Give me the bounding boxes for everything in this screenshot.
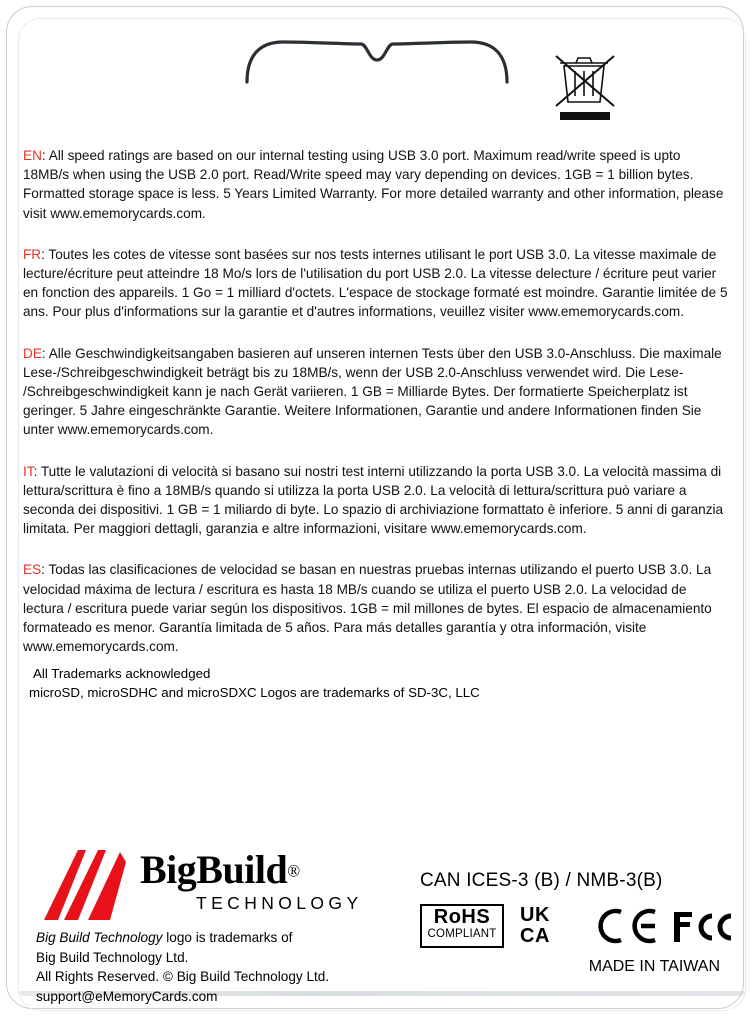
certification-marks bbox=[420, 904, 740, 950]
language-code-it: IT bbox=[23, 463, 34, 479]
company-line-3: All Rights Reserved. © Big Build Technology Ltd. bbox=[36, 969, 330, 985]
company-name-italic: Big Build Technology bbox=[36, 930, 163, 945]
legal-paragraph-es bbox=[23, 560, 729, 656]
language-code-de: DE bbox=[23, 345, 42, 361]
company-line-2: Big Build Technology Ltd. bbox=[36, 949, 189, 965]
registered-mark: ® bbox=[287, 861, 301, 881]
ices-statement: CAN ICES-3 (B) / NMB-3(B) bbox=[420, 870, 663, 891]
rohs-mark bbox=[420, 904, 504, 948]
legal-text-fr: : Toutes les cotes de vitesse sont basées sur nos tests internes utilisant le port USB 3.0. La vitesse maximale de lecture/écriture peut atteindre 18 Mo/s lors de l'utilisation du port USB 2.0. La vitesse delecture / écriture peut varier en fonction des appareils. 1 Go = 1 milliard d'octets. L'espace de stockage formaté est moindre. Garantie limitée de 5 ans. Pour plus d'informations sur la garantie et d'autres informations, veuillez visiter www.ememorycards.com. bbox=[23, 246, 728, 320]
company-info bbox=[36, 928, 416, 1006]
legal-text-block bbox=[23, 146, 729, 656]
language-code-es: ES bbox=[23, 562, 42, 578]
weee-crossed-out-bin-icon bbox=[548, 48, 622, 124]
legal-paragraph-en bbox=[23, 146, 729, 223]
language-code-en: EN bbox=[23, 148, 42, 163]
language-code-fr: FR bbox=[23, 246, 42, 262]
bigbuild-flame-logo-icon bbox=[36, 846, 132, 922]
legal-paragraph-de bbox=[23, 344, 729, 440]
ce-mark-icon bbox=[595, 906, 661, 946]
company-line-1 bbox=[36, 928, 416, 948]
made-in-label: MADE IN TAIWAN bbox=[588, 958, 720, 975]
legal-text-en: : All speed ratings are based on our internal testing using USB 3.0 port. Maximum read/write speed is upto 18MB/s when using the USB 2.0 port. Read/Write speed may vary depending on devices. 1GB = 1 billion bytes. Formatted storage space is less. 5 Years Limited Warranty. For more detailed warranty and other information, please visit www.ememorycards.com. bbox=[23, 148, 724, 221]
footer bbox=[0, 836, 750, 1004]
ukca-mark bbox=[520, 905, 550, 947]
hang-hole-icon bbox=[243, 38, 511, 86]
ukca-line-1: UK bbox=[520, 904, 550, 926]
fcc-mark-icon bbox=[672, 908, 734, 946]
brand-logo-text bbox=[140, 848, 370, 914]
company-line-1-rest: logo is trademarks of bbox=[162, 930, 293, 945]
brand-tagline: TECHNOLOGY bbox=[196, 893, 363, 913]
ukca-line-2: CA bbox=[520, 925, 550, 947]
trademark-line-2: microSD, microSDHC and microSDXC Logos are trademarks of SD-3C, LLC bbox=[29, 685, 480, 700]
legal-text-de: : Alle Geschwindigkeitsangaben basieren auf unseren internen Tests über den USB 3.0-Anschluss. Die maximale Lese-/Schreibgeschwindigkeit beträgt bis zu 18MB/s, wenn der USB 2.0-Anschluss verwendet wird. Die Lese- /Schreibgeschwindigkeit kann je nach Gerät variieren. 1 GB = Milliarde Bytes. Der formatierte Speicherplatz ist geringer. 5 Jahre eingeschränkte Garantie. Weitere Informationen, Garantie und andere Informationen finden Sie unter www.ememorycards.com. bbox=[23, 345, 722, 438]
legal-paragraph-it bbox=[23, 462, 729, 539]
legal-text-it: : Tutte le valutazioni di velocità si basano sui nostri test interni utilizzando la porta USB 3.0. La velocità massima di lettura/scrittura è fino a 18MB/s quando si utilizza la porta USB 2.0. La velocità di lettura/scrittura può variare a seconda dei dispositivi. 1 GB = 1 miliardo di byte. Lo spazio di archiviazione formattato è inferiore. 5 anni di garanzia limitata. Per maggiori dettagli, garanzia e altre informazioni, visitare www.ememorycards.com. bbox=[23, 463, 724, 537]
brand-name: BigBuild bbox=[140, 847, 288, 892]
rohs-compliant-label: COMPLIANT bbox=[427, 928, 497, 940]
brand-logo bbox=[36, 846, 363, 926]
support-email: support@eMemoryCards.com bbox=[36, 988, 218, 1004]
trademark-notice bbox=[29, 664, 729, 702]
rohs-label: RoHS bbox=[433, 906, 491, 928]
legal-paragraph-fr bbox=[23, 245, 729, 322]
trademark-line-1: All Trademarks acknowledged bbox=[33, 666, 211, 681]
legal-text-es: : Todas las clasificaciones de velocidad se basan en nuestras pruebas internas utilizando el puerto USB 3.0. La velocidad máxima de lectura / escritura es hasta 18 MB/s cuando se utiliza el puerto USB 2.0. La velocidad de lectura / escritura puede variar según los dispositivos. 1GB = mil millones de bytes. El espacio de almacenamiento formateado es menor. Garantía limitada de 5 años. Para más detalles garantía y otra información, visite www.ememorycards.com. bbox=[23, 562, 712, 655]
